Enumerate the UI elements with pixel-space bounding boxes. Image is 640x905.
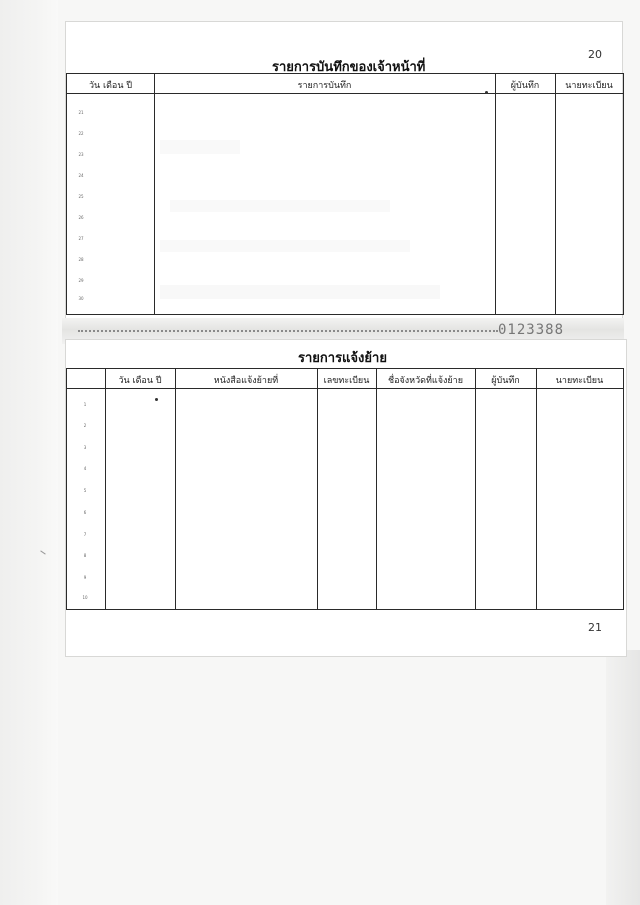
officer-records-table <box>66 73 624 315</box>
bleed-through-mark <box>160 240 410 252</box>
row-number: 28 <box>78 257 84 262</box>
column-divider <box>154 74 155 314</box>
column-divider <box>555 74 556 314</box>
column-header-recorder: ผู้บันทึก <box>510 81 540 91</box>
row-number: 27 <box>78 236 84 241</box>
row-number: 1 <box>83 402 87 407</box>
bleed-through-mark <box>160 140 240 154</box>
section-title-relocation-records: รายการแจ้งย้าย <box>298 351 387 366</box>
page-number-bottom: 21 <box>588 621 602 634</box>
relocation-records-table <box>66 368 624 610</box>
row-number: 7 <box>83 532 87 537</box>
column-header-date: วัน เดือน ปี <box>118 376 162 386</box>
pen-mark <box>155 398 158 401</box>
row-number: 22 <box>78 131 84 136</box>
bleed-through-mark <box>170 200 390 212</box>
row-number: 2 <box>83 423 87 428</box>
page-number-top: 20 <box>588 48 602 61</box>
row-number: 10 <box>82 595 88 600</box>
serial-number: 0123388 <box>498 322 565 338</box>
row-number: 25 <box>78 194 84 199</box>
section-title-officer-records: รายการบันทึกของเจ้าหน้าที่ <box>272 60 426 75</box>
row-number: 29 <box>78 278 84 283</box>
table-header-divider <box>67 388 623 389</box>
column-divider <box>175 369 176 609</box>
column-divider <box>376 369 377 609</box>
column-header-relocation-letter: หนังสือแจ้งย้ายที่ <box>213 376 279 386</box>
row-number: 8 <box>83 553 87 558</box>
column-header-province: ชื่อจังหวัดที่แจ้งย้าย <box>387 376 463 386</box>
table-header-divider <box>67 93 623 94</box>
scan-background-left <box>0 0 58 905</box>
column-divider <box>317 369 318 609</box>
row-number: 30 <box>78 296 84 301</box>
row-number: 5 <box>83 488 87 493</box>
column-divider <box>475 369 476 609</box>
perforation-line <box>78 330 498 332</box>
row-number: 23 <box>78 152 84 157</box>
scan-background-right <box>606 650 640 905</box>
column-header-registrar: นายทะเบียน <box>555 376 604 386</box>
column-divider <box>105 369 106 609</box>
column-header-registration-number: เลขทะเบียน <box>323 376 370 386</box>
column-header-registrar: นายทะเบียน <box>565 81 613 91</box>
column-divider <box>495 74 496 314</box>
row-number: 6 <box>83 510 87 515</box>
row-number: 26 <box>78 215 84 220</box>
row-number: 3 <box>83 445 87 450</box>
row-number: 9 <box>83 575 87 580</box>
row-number: 24 <box>78 173 84 178</box>
bleed-through-mark <box>160 285 440 299</box>
column-divider <box>536 369 537 609</box>
column-header-record: รายการบันทึก <box>297 81 352 91</box>
pen-mark <box>485 91 488 94</box>
column-header-date: วัน เดือน ปี <box>88 81 133 91</box>
column-header-recorder: ผู้บันทึก <box>491 376 520 386</box>
row-number: 21 <box>78 110 84 115</box>
row-number: 4 <box>83 466 87 471</box>
